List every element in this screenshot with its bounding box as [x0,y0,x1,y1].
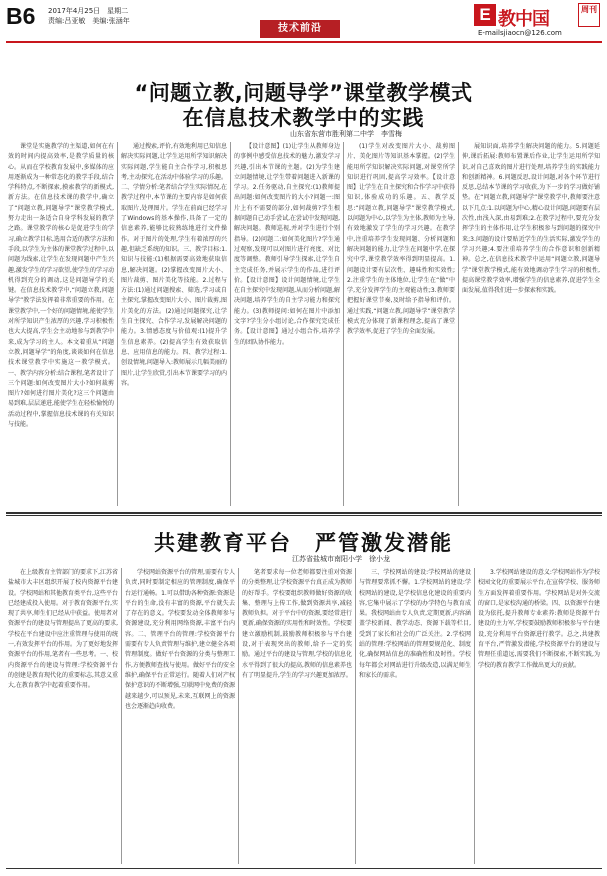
logo-weekly: 周刊 [578,3,600,27]
logo-e-icon: E [474,4,496,26]
article2-column-3 [242,568,352,864]
article1-column-5 [462,142,600,506]
article1-col5-text: 展知识面,培养学生解决问题的能力。5.问题延伸,课后拓展:教师布置课后作业,让学生运用所学知识,对自己喜欢的图片进行处理,培养学生的实践能力和创新精神。6.问题反思,设计问题,对各个环节进行反思,总结本节课的学习收获,为下一步的学习做好铺垫。在“问题立教,问题导学”课堂教学中,教师要注意以下几点:1.以问题为中心,精心设计问题,问题要有层次性,由浅入深,由易到难;2.在教学过程中,要充分发挥学生的主体作用,让学生积极参与到问题的探究中来;3.问题的设计要贴近学生的生活实际,激发学生的学习兴趣;4.要注重培养学生的合作意识和创新精神。总之,在信息技术教学中运用“问题立教,问题导学”课堂教学模式,能有效地调动学生学习的积极性,提高课堂教学效率,增强学生的信息素养,促进学生全面发展,值得我们进一步探索和实践。 [462,143,600,295]
article-separator-thin [6,515,602,516]
article1-byline: 山东省东营市胜利第二中学 李雪梅 [290,130,402,138]
article1-col4-text: (1)学生对改变图片大小、裁剪图片、美化图片等知识基本掌握。(2)学生能用所学知识解决实际问题,对课堂所学知识进行巩固,提高学习效率。【设计意图】让学生在自主探究和合作学习中获得知识,体验成功的乐趣。五、教学反思:“问题立教,问题导学”课堂教学模式,以问题为中心,以学生为主体,教师为主导,有效地激发了学生的学习兴趣。在教学中,注重培养学生发现问题、分析问题和解决问题的能力,让学生在问题中学,在探究中学,课堂教学效率得到明显提高。1.问题设计要有层次性、趣味性和实效性;2.注重学生的主体地位,让学生在“做”中学,充分发挥学生的主观能动性;3.教师要把握好课堂节奏,及时给予指导和评价。通过实践,“问题立教,问题导学”课堂教学模式充分体现了新课程理念,提高了课堂教学效率,促进了学生的全面发展。 [347,143,455,336]
page-header [0,0,607,44]
article1-col3-text: 【设计意图】(1)让学生从教师身边的事例中感受信息技术的魅力,激发学习兴趣,引出本节课的主题。(2)为学生建立问题情境,让学生带着问题进入新课的学习。2.任务驱动,自主探究:(1)教师提出问题:如何改变图片的大小?问题一:图片上有不需要的部分,如何裁剪?学生根据问题自己动手尝试,在尝试中发现问题,解决问题。教师巡视,并对学生进行个别指导。(2)问题二:如何美化图片?学生通过观察,发现可以对图片进行亮度、对比度等调整。教师引导学生探索,让学生自主完成任务,并展示学生的作品,进行评价。【设计意图】设计问题情境,让学生在自主探究中发现问题,从而分析问题,解决问题,培养学生的自主学习能力和探究能力。(3)教师提问:如何在图片中添加文字?学生分小组讨论,合作探究完成任务。【设计意图】通过小组合作,培养学生的团队协作能力。 [234,143,340,346]
article1-column-2 [121,142,227,506]
footer-rule [6,868,602,869]
article2-column-4 [359,568,471,864]
publication-logo [474,2,602,28]
article1-title-line2: 在信息技术教学中的实践 [182,106,425,130]
article2-column-5 [478,568,600,864]
section-badge: 技术前沿 [260,20,340,38]
article2-column-1 [8,568,118,864]
column-divider [117,142,118,506]
article1-column-3 [234,142,340,506]
article1-col2-text: 通过搜索,评价,有效地利用已知信息解决实际问题,让学生运用所学知识解决实际问题,学生能自主合作学习,积极思考,主动探究,在活动中体验学习的乐趣。二、学情分析:笔者结合学生实际情况,在教学过程中,本节课的主要内容是如何获取图片,处理图片。学生在前面已经学习了Windows的基本操作,具备了一定的信息素养,能够比较熟练地进行文件操作。对于图片的处理,学生有着浓厚的兴趣,但缺乏系统的知识。三、教学目标:1.知识与技能:(1)根据需要高效地获取信息,解决问题。(2)掌握改变图片大小、图片裁剪、图片美化等技能。2.过程与方法:(1)通过问题搜索、筛选,学习或自主探究,掌握改变图片大小、图片裁剪,图片美化的方法。(2)通过问题探究,让学生自主探究、合作学习,发展解决问题的能力。3.情感态度与价值观:(1)提升学生信息素养。(2)提高学生有效获取信息、应用信息的能力。四、教学过程:1.创设情境,问题导入:教师展示几幅美丽的图片,让学生欣赏,引出本节课要学习的内容。 [121,143,227,387]
editor-credit: 责编:吕亚敏 美编:张涵年 [48,17,130,25]
article1-column-4 [347,142,455,506]
header-rule [6,41,602,43]
article1-title-line1: “问题立教,问题导学”课堂教学模式 [134,81,473,105]
column-divider [474,568,475,864]
column-divider [355,568,356,864]
column-divider [238,568,239,864]
issue-date: 2017年4月25日 星期二 [48,7,129,15]
article1-col1-text: 课堂是实施教学的主渠道,如何在有效的时间内提高效率,是教学质量的核心。从而在学校教育发展中,多媒体的应用逐渐成为一种常态化的教学手段,结合学科特点,不断探索,摸索教学的新模式,新方法。在信息技术课的教学中,确立了“问题立教,问题导学”课堂教学模式,努力走出一条适合自身学科发展的教学之路。课堂教学的核心是促进学生的学习,确立教学目标,选用合适的教学方法和手段,以学生为主体的课堂教学过程中,以问题为线索,让学生在发现问题中产生兴趣,激发学生的学习欲望,使学生的学习动机得到充分的调动,这是问题导学的关键。在信息技术教学中,“问题立教,问题导学”教学法发挥着非常重要的作用。在课堂教学中,一个好的问题情境,能使学生对所学知识产生浓厚的兴趣,学习积极性也大大提高,学生会主动地参与到教学中来,成为学习的主人。本文着重从“问题立教,问题导学”的角度,谈谈如何在信息技术课堂教学中实施这一教学模式。一、教学内容分析:结合课程,笔者设计了三个问题:如何改变图片大小?如何裁剪图片?如何进行图片美化?这三个问题由易到难,层层递进,能使学生在轻松愉悦的活动过程中,掌握信息技术课的有关知识与技能。 [8,143,114,429]
article2-col5-text: 3.学校网站建设的意义:学校网站作为学校校园文化的重要展示平台,在宣传学校、服务师生方面发挥着重要作用。学校网站是对外交流的窗口,是家校沟通的桥梁。四、以资源平台建设为依托,提升教师专业素养:教师是资源平台建设的主力军,学校要鼓励教师积极参与平台建设,充分利用平台资源进行教学。总之,共建教育平台,严管激发潜能,学校资源平台的建设与管理任重道远,需要我们不断探索,不断实践,为学校的教育教学工作做出更大的贡献。 [478,569,600,669]
contact-email[interactable]: E-mailsjiaocn@126.com [478,29,562,37]
column-divider [121,568,122,864]
column-divider [230,142,231,506]
column-divider [458,142,459,506]
column-divider [343,142,344,506]
article2-col3-text: 笔者要求每一位老师都要注重对资源的分类整理,让学校资源平台真正成为教师的好帮手。学校要组织教师做好资源的收集、整理与上传工作,做到资源共享,减轻教师负担。对于平台中的资源,要经常进行更新,确保资源的实用性和时效性。学校要建立激励机制,鼓励教师积极参与平台建设,对于表现突出的教师,给予一定的奖励。通过平台的建设与管理,学校的信息化水平得到了很大的提高,教师的信息素养也有了明显提升,学生的学习兴趣更加浓厚。 [242,569,352,679]
article2-col4-text: 三、学校网站的建设:学校网站的建设与管理要常抓不懈。1.学校网站的建设:学校网站的建设,是学校信息化建设的重要内容,它集中展示了学校的办学特色与教育成果。我校网站由专人负责,定期更新,内容涵盖学校新闻、教学动态、资源下载等栏目,受到了家长和社会的广泛关注。2.学校网站的管理:学校网站的管理要规范化、制度化,确保网站信息的准确性和及时性。学校每年都会对网站进行升级改造,以满足师生和家长的需求。 [359,569,471,679]
page-number: B6 [6,3,36,29]
article-separator [6,512,602,514]
article2-title: 共建教育平台 严管激发潜能 [154,531,453,555]
article2-col2-text: 学校网站资源平台的管理,需要有专人负责,同时要制定相应的管理制度,确保平台运行通畅。1.可以借助各种资源:资源是平台的生命,没有丰富的资源,平台就失去了存在的意义。学校要发动全体教师参与资源建设,充分利用网络资源,丰富平台内容。二、管理平台的管理:学校资源平台需要有专人负责管理与维护,建立健全各项管理制度。做好平台资源的分类与整理工作,方便教师查找与使用。做好平台的安全维护,确保平台正常运行。随着人们对产权保护意识的不断增强,互联网中免费的资源越来越少,可以预见,未来,互联网上的资源也会逐渐趋向收费。 [125,569,235,710]
article1-column-1 [8,142,114,506]
article2-column-2 [125,568,235,864]
article2-byline: 江苏省盐城市南阳小学 徐小龙 [292,555,390,563]
article2-col1-text: 在上级教育主管部门的要求下,江苏省盐城市大丰区组织开展了校内资源平台建设。学校网站和其他教育类平台,这些平台已经建成投入使用。对于教育资源平台,实现了共享,师生们已经从中获益。使用者对资源平台的建设与管理提出了更高的要求,学校在平台建设中应注重管理与使用的统一,有效发挥平台的作用。为了更好地发挥资源平台的作用,笔者有一些思考。一、校内资源平台的建设与管理:学校资源平台的创建是教育现代化的重要标志,其意义重大,在教育教学中起着重要作用。 [8,569,118,690]
logo-text: 教中国 [498,9,549,30]
